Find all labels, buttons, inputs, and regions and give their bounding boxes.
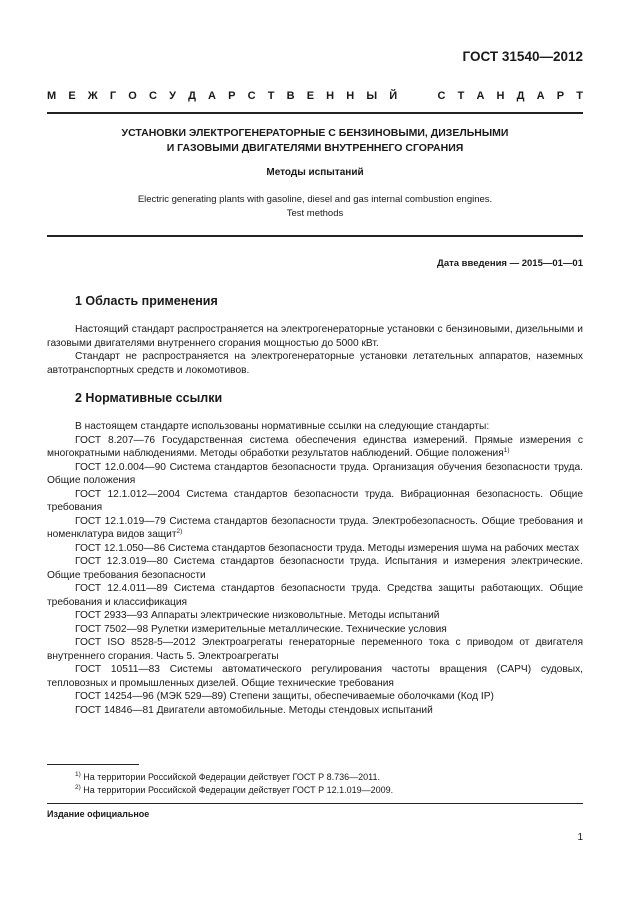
footnotes	[75, 771, 583, 797]
reference-item: ГОСТ 7502—98 Рулетки измерительные металлические. Технические условия	[75, 623, 447, 635]
reference-item: ГОСТ 12.3.019—80 Система стандартов безопасности труда. Испытания и измерения электрические. Общие требования безопасности	[47, 556, 583, 581]
reference-item: ГОСТ 8.207—76 Государственная система обеспечения единства измерений. Прямые измерения с многократными наблюдениями. Методы обработки результатов наблюдений. Общие положения$^{1)}$	[47, 434, 583, 459]
reference-item: ГОСТ 12.1.012—2004 Система стандартов безопасности труда. Вибрационная безопасность. Общие требования	[47, 488, 583, 513]
reference-item: ГОСТ 12.4.011—89 Система стандартов безопасности труда. Средства защиты работающих. Общие требования и классификация	[47, 583, 583, 608]
reference-item: ГОСТ 2933—93 Аппараты электрические низковольтные. Методы испытаний	[75, 610, 440, 621]
section-2-body	[47, 420, 583, 717]
edition-label: Издание официальное	[47, 809, 150, 819]
document-number: ГОСТ 31540—2012	[462, 49, 583, 64]
footnote-2: $^{2)}$ На территории Российской Федерации действует ГОСТ Р 12.1.019—2009.	[75, 784, 394, 795]
footnote-1: $^{1)}$ На территории Российской Федерации действует ГОСТ Р 8.736—2011.	[75, 771, 380, 782]
reference-item: ГОСТ 12.0.004—90 Система стандартов безопасности труда. Организация обучения безопасности труда. Общие положения	[47, 461, 583, 486]
section-2-heading: 2 Нормативные ссылки	[75, 391, 223, 405]
paragraph: Стандарт не распространяется на электрогенераторные установки летательных аппаратов, наземных автотранспортных средств и локомотивов.	[47, 351, 583, 376]
edition-separator	[47, 803, 583, 804]
reference-item: ГОСТ ISO 8528-5—2012 Электроагрегаты генераторные переменного тока с приводом от двигателя внутреннего сгорания. Часть 5. Электроагрегаты	[47, 637, 583, 662]
footnote-mark: 1)	[503, 447, 510, 454]
footnote-mark: 2)	[176, 528, 183, 535]
reference-item: ГОСТ 12.1.019—79 Система стандартов безопасности труда. Электробезопасность. Общие требования и номенклатура видов защит$^{2)}$	[47, 515, 583, 540]
section-1-body	[47, 323, 583, 377]
standard-type-heading: М Е Ж Г О С У Д А Р С Т В Е Н Н Ы Й С Т А Н Д А Р Т	[47, 90, 583, 102]
paragraph: Настоящий стандарт распространяется на электрогенераторные установки с бензиновыми, дизельными и газовыми двигателями внутреннего сгорания мощностью до 5000 кВт.	[47, 324, 583, 349]
page-number: 1	[577, 832, 583, 843]
footnote-separator	[47, 764, 139, 765]
introduction-date: Дата введения — 2015—01—01	[437, 258, 583, 269]
header-rule	[47, 112, 583, 114]
title-rule	[47, 235, 583, 237]
document-title: УСТАНОВКИ ЭЛЕКТРОГЕНЕРАТОРНЫЕ С БЕНЗИНОВЫМИ, ДИЗЕЛЬНЫМИ И ГАЗОВЫМИ ДВИГАТЕЛЯМИ ВНУТРЕННЕГО СГОРАНИЯ	[121, 127, 509, 154]
document-subtitle: Методы испытаний	[266, 167, 364, 178]
section-1-heading: 1 Область применения	[75, 294, 218, 308]
reference-item: ГОСТ 12.1.050—86 Система стандартов безопасности труда. Методы измерения шума на рабочих местах	[75, 542, 580, 554]
reference-item: ГОСТ 14254—96 (МЭК 529—89) Степени защиты, обеспечиваемые оболочками (Код IP)	[75, 691, 494, 702]
reference-item: ГОСТ 14846—81 Двигатели автомобильные. Методы стендовых испытаний	[75, 704, 433, 716]
document-title-english: Electric generating plants with gasoline, diesel and gas internal combustion engines. Test methods	[137, 194, 493, 219]
paragraph: В настоящем стандарте использованы нормативные ссылки на следующие стандарты:	[75, 421, 490, 432]
reference-item: ГОСТ 10511—83 Системы автоматического регулирования частоты вращения (САРЧ) судовых, тепловозных и промышленных дизелей. Общие технические требования	[47, 664, 583, 689]
